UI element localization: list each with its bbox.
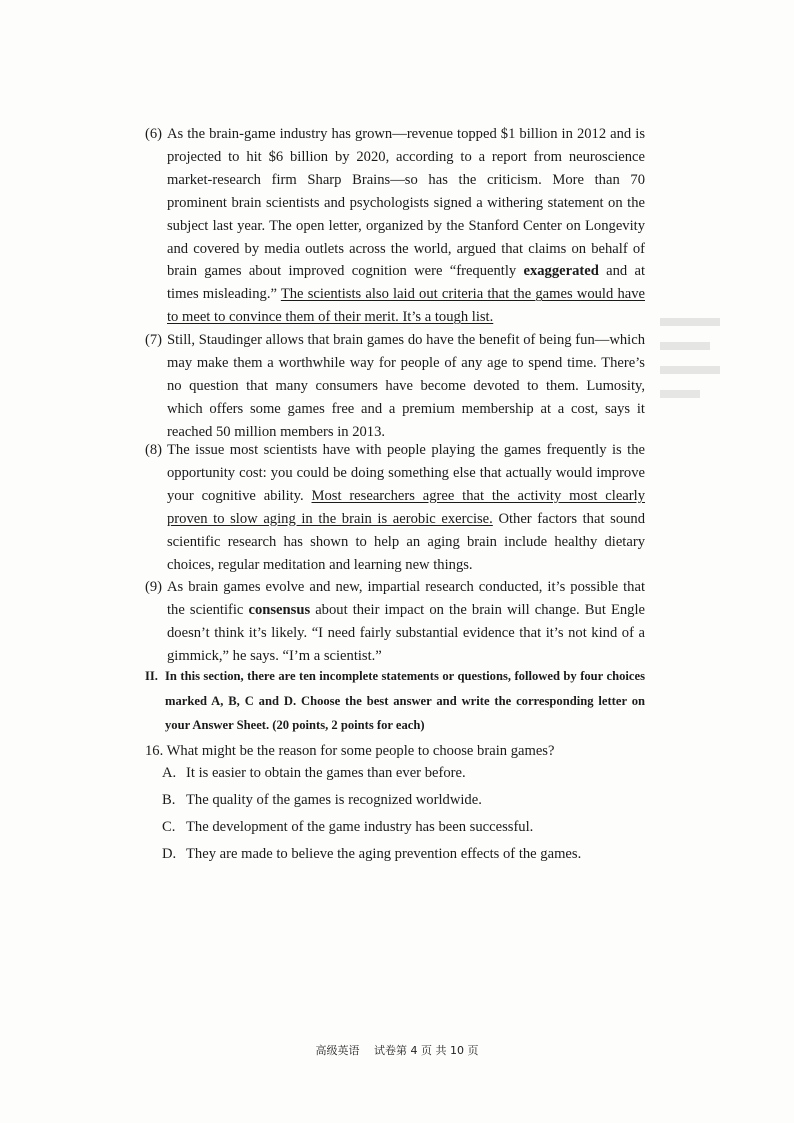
page-footer: 高级英语 试卷第 4 页 共 10 页 — [315, 1044, 479, 1057]
option-letter: A. — [162, 765, 177, 781]
paragraph-text: about their impact on the brain will change. But Engle doesn’t think it’s likely. “I need fairly substantial evidence that it’s not kind of a gimmick,” he says. “I’m a scientist.” — [167, 601, 645, 664]
paragraph-text: and at times misleading.” — [167, 263, 645, 303]
option-b — [162, 789, 482, 811]
option-c — [162, 816, 533, 838]
paragraph-9 — [145, 576, 645, 668]
option-text: It is easier to obtain the games than ever before. — [186, 765, 466, 781]
option-text: The quality of the games is recognized worldwide. — [186, 792, 482, 808]
option-letter: D. — [162, 846, 177, 862]
paragraph-text: As brain games evolve and new, impartial research conducted, it’s possible that the scientific — [167, 579, 645, 618]
paragraph-body — [167, 439, 645, 576]
option-letter: C. — [162, 819, 176, 835]
underlined-sentence: The scientists also laid out criteria that the games would have to meet to convince them of their merit. It’s a tough list. — [167, 286, 645, 326]
paragraph-number: (7) — [145, 332, 163, 348]
section-number: II. — [145, 669, 158, 683]
paragraph-text: Other factors that sound scientific research has shown to help an aging brain include healthy dietary choices, regular meditation and learning new things. — [167, 510, 646, 573]
instructions-text: In this section, there are ten incomplete statements or questions, followed by four choices marked A, B, C and D. Choose the best answer and write the corresponding letter on your Answer Sheet. (20 points, 2 points for each) — [165, 669, 645, 732]
option-text: They are made to believe the aging prevention effects of the games. — [186, 846, 582, 862]
paragraph-8 — [145, 439, 645, 576]
paragraph-text: As the brain-game industry has grown—revenue topped $1 billion in 2012 and is projected to hit $6 billion by 2020, according to a report from neuroscience market-research firm Sharp Brains—so has the criticism. More than 70 prominent brain scientists and psychologists signed a withering statement on the subject last year. The open letter, organized by the Stanford Center on Longevity and covered by media outlets across the world, argued that claims on behalf of brain games about improved cognition were “frequently — [167, 126, 645, 280]
bold-word: consensus — [248, 601, 311, 618]
paragraph-text: The issue most scientists have with people playing the games frequently is the opportunity cost: you could be doing something else that actually would improve your cognitive ability. — [167, 442, 645, 504]
bold-word: exaggerated — [523, 263, 599, 280]
paragraph-body — [167, 576, 645, 668]
option-d — [162, 843, 581, 865]
option-letter: B. — [162, 792, 176, 808]
paragraph-7 — [145, 329, 645, 444]
section-instructions — [145, 664, 645, 738]
paragraph-body — [167, 123, 645, 329]
option-a — [162, 762, 466, 784]
question-16: 16. What might be the reason for some people to choose brain games? — [145, 743, 555, 759]
bleed-through-marks — [660, 318, 730, 438]
paragraph-number: (8) — [145, 442, 163, 458]
paragraph-number: (6) — [145, 126, 163, 142]
paragraph-6 — [145, 123, 645, 329]
paragraph-number: (9) — [145, 579, 163, 595]
paragraph-body: Still, Staudinger allows that brain games do have the benefit of being fun—which may make them a worthwhile way for people of any age to spend time. There’s no question that many consumers have become devoted to them. Lumosity, which offers some games free and a premium membership at a cost, says it reached 50 million members in 2013. — [167, 332, 645, 440]
underlined-sentence: Most researchers agree that the activity most clearly proven to slow aging in the brain is aerobic exercise. — [167, 487, 645, 527]
option-text: The development of the game industry has been successful. — [186, 819, 534, 835]
